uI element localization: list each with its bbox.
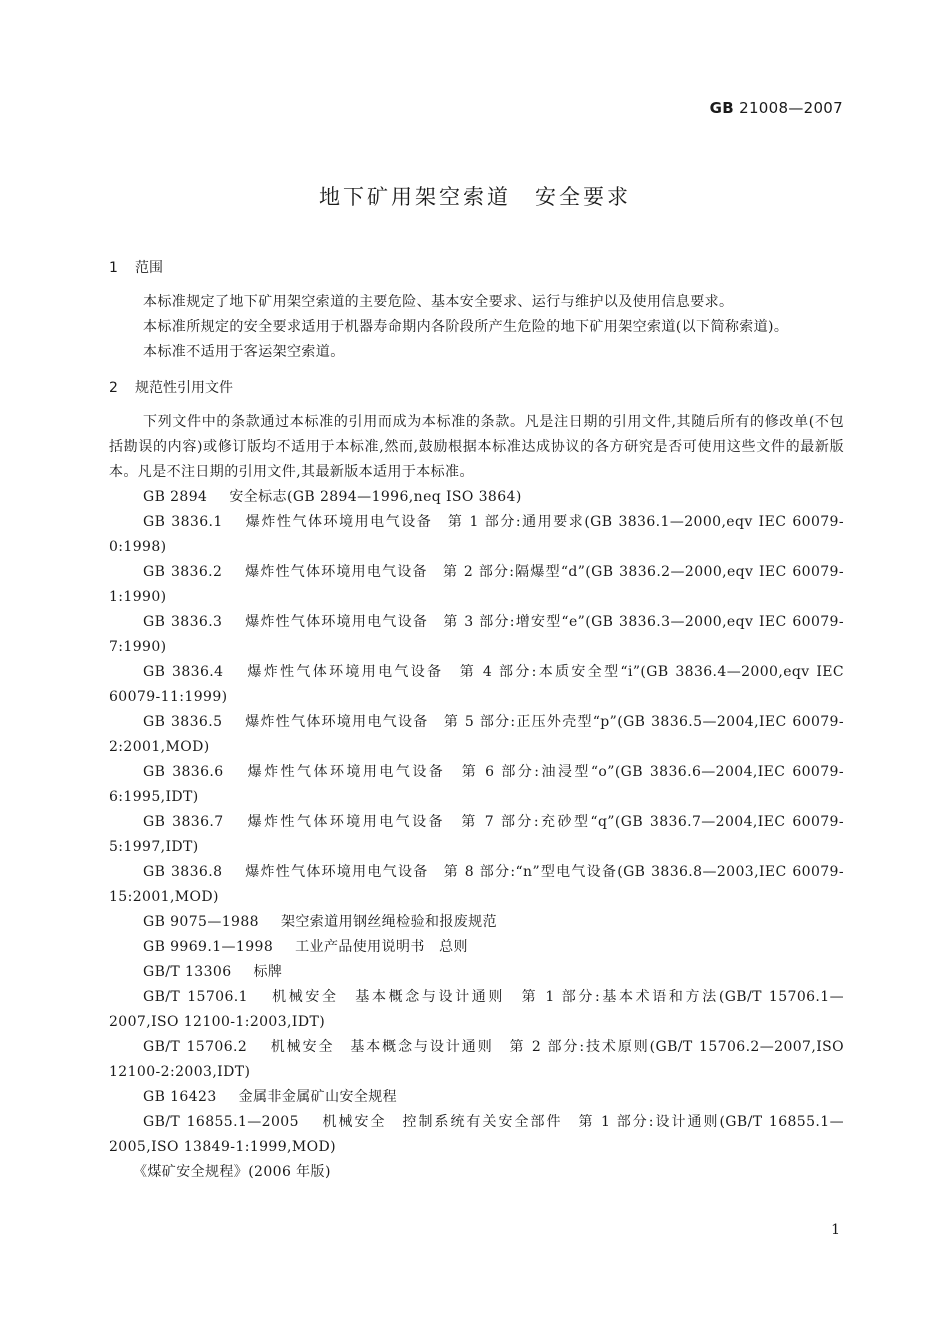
reference-code: GB 3836.6 — [143, 764, 224, 780]
document-body — [109, 256, 844, 1185]
standard-code-number: 21008—2007 — [734, 99, 843, 117]
reference-text: 爆炸性气体环境用电气设备 第 8 部分:“n”型电气设备(GB 3836.8—2003,IEC 60079-15:2001,MOD) — [109, 864, 844, 905]
reference-text: 机械安全 基本概念与设计通则 第 2 部分:技术原则(GB/T 15706.2—2007,ISO 12100-2:2003,IDT) — [109, 1039, 845, 1080]
reference-text: 爆炸性气体环境用电气设备 第 5 部分:正压外壳型“p”(GB 3836.5—2004,IEC 60079-2:2001,MOD) — [109, 714, 844, 755]
reference-code: GB 9969.1—1998 — [143, 939, 274, 955]
reference-item — [109, 510, 844, 560]
section-heading-scope — [109, 256, 844, 281]
reference-code: GB 16423 — [143, 1089, 217, 1105]
reference-code: GB/T 13306 — [143, 964, 232, 980]
standard-code — [710, 99, 843, 117]
reference-code: GB 2894 — [143, 489, 208, 505]
scope-paragraph: 本标准所规定的安全要求适用于机器寿命期内各阶段所产生危险的地下矿用架空索道(以下简称索道)。 — [143, 319, 789, 335]
reference-list — [109, 485, 844, 1185]
reference-code: GB 3836.1 — [143, 514, 223, 530]
reference-text: 《煤矿安全规程》(2006 年版) — [133, 1164, 331, 1180]
references-intro: 下列文件中的条款通过本标准的引用而成为本标准的条款。凡是注日期的引用文件,其随后所有的修改单(不包括勘误的内容)或修订版均不适用于本标准,然而,鼓励根据本标准达成协议的各方研究是否可使用这些文件的最新版本。凡是不注日期的引用文件,其最新版本适用于本标准。 — [109, 414, 844, 480]
reference-code: GB 3836.3 — [143, 614, 223, 630]
section-title: 范围 — [135, 260, 163, 276]
section-number: 1 — [109, 260, 118, 276]
reference-item — [109, 610, 844, 660]
reference-code: GB/T 15706.1 — [143, 989, 248, 1005]
reference-code: GB 3836.4 — [143, 664, 224, 680]
reference-text: 机械安全 基本概念与设计通则 第 1 部分:基本术语和方法(GB/T 15706.1—2007,ISO 12100-1:2003,IDT) — [109, 989, 844, 1030]
reference-item — [109, 935, 844, 960]
reference-text: 安全标志(GB 2894—1996,neq ISO 3864) — [229, 489, 522, 505]
reference-item — [109, 760, 844, 810]
reference-item — [109, 485, 844, 510]
reference-text: 爆炸性气体环境用电气设备 第 2 部分:隔爆型“d”(GB 3836.2—2000,eqv IEC 60079-1:1990) — [109, 564, 844, 605]
reference-item — [109, 660, 844, 710]
reference-code: GB 3836.7 — [143, 814, 224, 830]
reference-text: 工业产品使用说明书 总则 — [295, 939, 468, 955]
reference-item — [109, 1035, 844, 1085]
reference-item — [109, 1085, 844, 1110]
reference-text: 爆炸性气体环境用电气设备 第 1 部分:通用要求(GB 3836.1—2000,eqv IEC 60079-0:1998) — [109, 514, 844, 555]
section-title: 规范性引用文件 — [135, 380, 233, 396]
reference-text: 爆炸性气体环境用电气设备 第 4 部分:本质安全型“i”(GB 3836.4—2000,eqv IEC 60079-11:1999) — [109, 664, 844, 705]
reference-code: GB/T 16855.1—2005 — [143, 1114, 299, 1130]
reference-text: 架空索道用钢丝绳检验和报废规范 — [280, 914, 497, 930]
reference-code: GB 3836.2 — [143, 564, 223, 580]
reference-code: GB/T 15706.2 — [143, 1039, 248, 1055]
reference-item — [109, 860, 844, 910]
reference-text: 爆炸性气体环境用电气设备 第 6 部分:油浸型“o”(GB 3836.6—2004,IEC 60079-6:1995,IDT) — [109, 764, 844, 805]
reference-item — [109, 560, 844, 610]
reference-text: 金属非金属矿山安全规程 — [238, 1089, 398, 1105]
reference-item — [109, 710, 844, 760]
reference-code: GB 3836.8 — [143, 864, 223, 880]
reference-code: GB 9075—1988 — [143, 914, 259, 930]
section-number: 2 — [109, 380, 118, 396]
reference-text: 爆炸性气体环境用电气设备 第 7 部分:充砂型“q”(GB 3836.7—2004,IEC 60079-5:1997,IDT) — [109, 814, 844, 855]
scope-paragraph: 本标准不适用于客运架空索道。 — [143, 344, 345, 360]
reference-item-coal-mine-rules — [109, 1160, 844, 1185]
standard-code-prefix: GB — [709, 99, 735, 117]
page-number: 1 — [831, 1222, 840, 1238]
reference-text: 标牌 — [253, 964, 283, 980]
reference-text: 机械安全 控制系统有关安全部件 第 1 部分:设计通则(GB/T 16855.1—2005,ISO 13849-1:1999,MOD) — [109, 1114, 844, 1155]
section-heading-normative-references — [109, 376, 844, 401]
reference-item — [109, 1110, 844, 1160]
reference-item — [109, 985, 844, 1035]
reference-item — [109, 810, 844, 860]
reference-item — [109, 960, 844, 985]
reference-code: GB 3836.5 — [143, 714, 223, 730]
reference-item — [109, 910, 844, 935]
document-title: 地下矿用架空索道 安全要求 — [319, 185, 631, 209]
scope-paragraph: 本标准规定了地下矿用架空索道的主要危险、基本安全要求、运行与维护以及使用信息要求。 — [143, 294, 734, 310]
reference-text: 爆炸性气体环境用电气设备 第 3 部分:增安型“e”(GB 3836.3—2000,eqv IEC 60079-7:1990) — [109, 614, 844, 655]
